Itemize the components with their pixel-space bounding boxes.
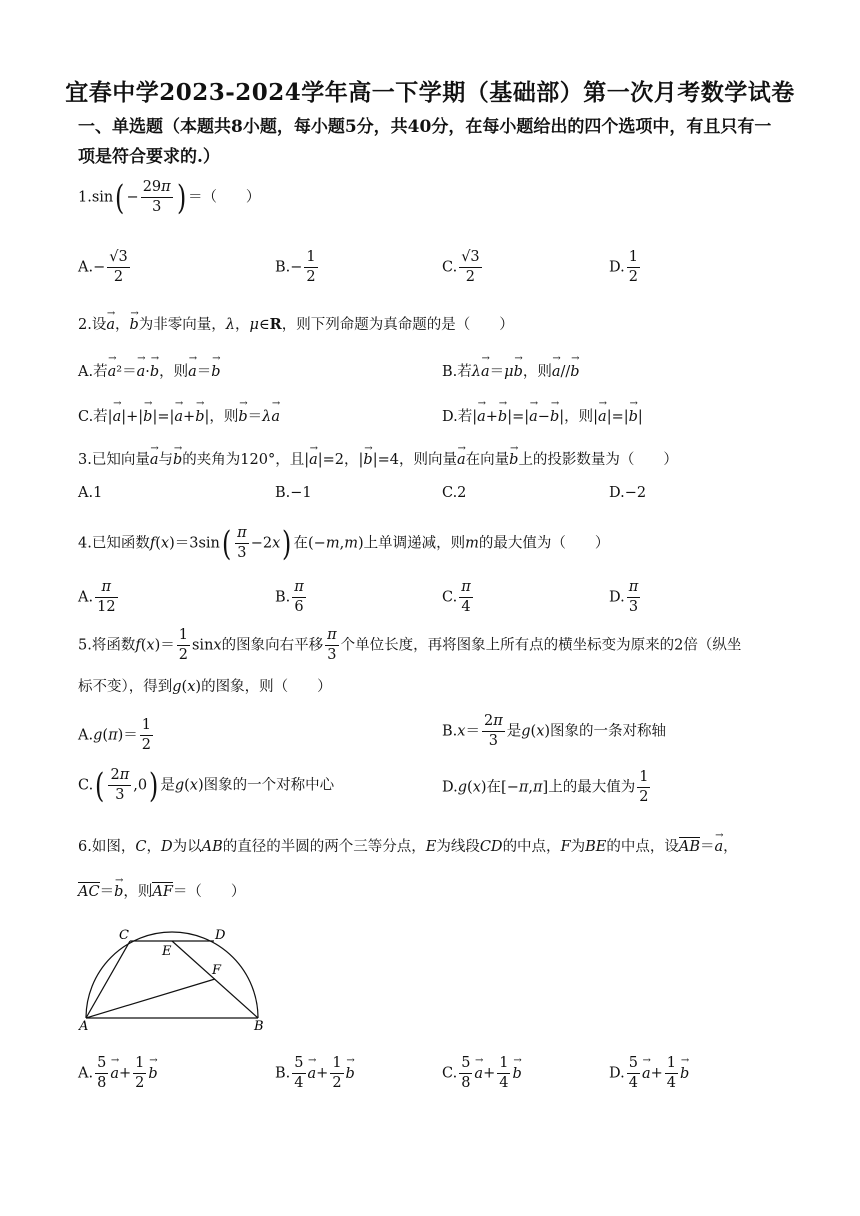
semicircle-figure bbox=[74, 922, 274, 1034]
label-e: E bbox=[162, 944, 172, 959]
question-6-line-2: AC＝→ b，则AF＝（ ） bbox=[78, 881, 245, 903]
label-c: C bbox=[119, 928, 129, 943]
semicircle-arc bbox=[86, 932, 258, 1018]
q3-option-b[interactable]: B.−1 bbox=[275, 485, 312, 501]
question-4: 4.已知函数f(x)＝3sin( $\frac{\pi}{3}$ −2x) 在(−m,m)上单调递减，则m的最大值为（ ） bbox=[78, 523, 610, 564]
question-5: 5.将函数f(x)＝ $\frac{1}{2}$ sinx的图象向右平移 $\frac{\pi}{3}$ 个单位长度，再将图象上所有点的横坐标变为原来的2倍（纵坐 bbox=[78, 627, 742, 663]
label-b: B bbox=[254, 1019, 264, 1034]
question-6: 6.如图，C，D为以AB的直径的半圆的两个三等分点，E为线段CD的中点，F为BE的中点，设AB＝→ a， bbox=[78, 836, 738, 858]
q3-option-d[interactable]: D.−2 bbox=[609, 485, 647, 501]
q2-option-d[interactable]: D.若|→ a+→ b|=|→ a−→ b|，则|→ a|=|→ b| bbox=[442, 405, 643, 426]
label-d: D bbox=[215, 928, 226, 943]
label-a: A bbox=[79, 1019, 89, 1034]
q1-option-b[interactable]: B.− $\frac{1}{2}$ bbox=[275, 249, 316, 285]
q4-option-b[interactable]: B. $\frac{\pi}{6}$ bbox=[275, 579, 304, 615]
q5-option-d[interactable]: D.g(x)在[−π,π]上的最大值为 $\frac{1}{2}$ bbox=[442, 769, 649, 805]
q5-option-b[interactable]: B.x＝ $\frac{2\pi}{3}$ 是g(x)图象的一条对称轴 bbox=[442, 713, 667, 749]
question-3: 3.已知向量→ a与→ b的夹角为120°，且|→ a|=2，|→ b|=4，则向量→ a在向量→ b上的投影数量为（ ） bbox=[78, 449, 678, 471]
section-heading: 一、单选题（本题共8小题，每小题5分，共40分，在每小题给出的四个选项中，有且只有一项是符合要求的.） bbox=[78, 117, 772, 167]
q6-option-b[interactable]: B. $\frac{5}{4}$ → a+ $\frac{1}{2}$ → b bbox=[275, 1054, 355, 1093]
label-f: F bbox=[212, 963, 222, 978]
q3-option-a[interactable]: A.1 bbox=[78, 485, 103, 501]
q2-option-a[interactable]: A.若→ a²＝→ a·→ b，则→ a＝→ b bbox=[78, 360, 221, 381]
q2-option-b[interactable]: B.若λ→ a＝μ→ b，则→ a//→ b bbox=[442, 360, 580, 381]
q2-option-c[interactable]: C.若|→ a|+|→ b|=|→ a+→ b|，则→ b＝λ→ a bbox=[78, 405, 280, 426]
q5-option-c[interactable]: C.( $\frac{2\pi}{3}$ ,0) 是g(x)图象的一个对称中心 bbox=[78, 765, 335, 806]
question-1: 1.sin( − $\frac{29\pi}{3}$ ) ＝（ ） bbox=[78, 177, 261, 218]
q1-option-d[interactable]: D. $\frac{1}{2}$ bbox=[609, 249, 638, 285]
q6-option-d[interactable]: D. $\frac{5}{4}$ → a+ $\frac{1}{4}$ → b bbox=[609, 1054, 689, 1093]
q1-option-a[interactable]: A.− $\frac{√3}{2}$ bbox=[78, 249, 128, 285]
question-2: 2.设→ a，→ b为非零向量，λ，μ∈R，则下列命题为真命题的是（ ） bbox=[78, 314, 514, 336]
exam-title: 宜春中学2023-2024学年高一下学期（基础部）第一次月考数学试卷 bbox=[65, 79, 795, 106]
q5-option-a[interactable]: A.g(π)＝ $\frac{1}{2}$ bbox=[78, 717, 151, 753]
q6-option-a[interactable]: A. $\frac{5}{8}$ → a+ $\frac{1}{2}$ → b bbox=[78, 1054, 158, 1093]
q6-option-c[interactable]: C. $\frac{5}{8}$ → a+ $\frac{1}{4}$ → b bbox=[442, 1054, 522, 1093]
q3-option-c[interactable]: C.2 bbox=[442, 485, 467, 501]
question-5-line-2: 标不变），得到g(x)的图象，则（ ） bbox=[78, 679, 332, 695]
q4-option-d[interactable]: D. $\frac{\pi}{3}$ bbox=[609, 579, 639, 615]
q1-option-c[interactable]: C. $\frac{√3}{2}$ bbox=[442, 249, 480, 285]
q4-option-a[interactable]: A. $\frac{\pi}{12}$ bbox=[78, 579, 116, 615]
q4-option-c[interactable]: C. $\frac{\pi}{4}$ bbox=[442, 579, 471, 615]
